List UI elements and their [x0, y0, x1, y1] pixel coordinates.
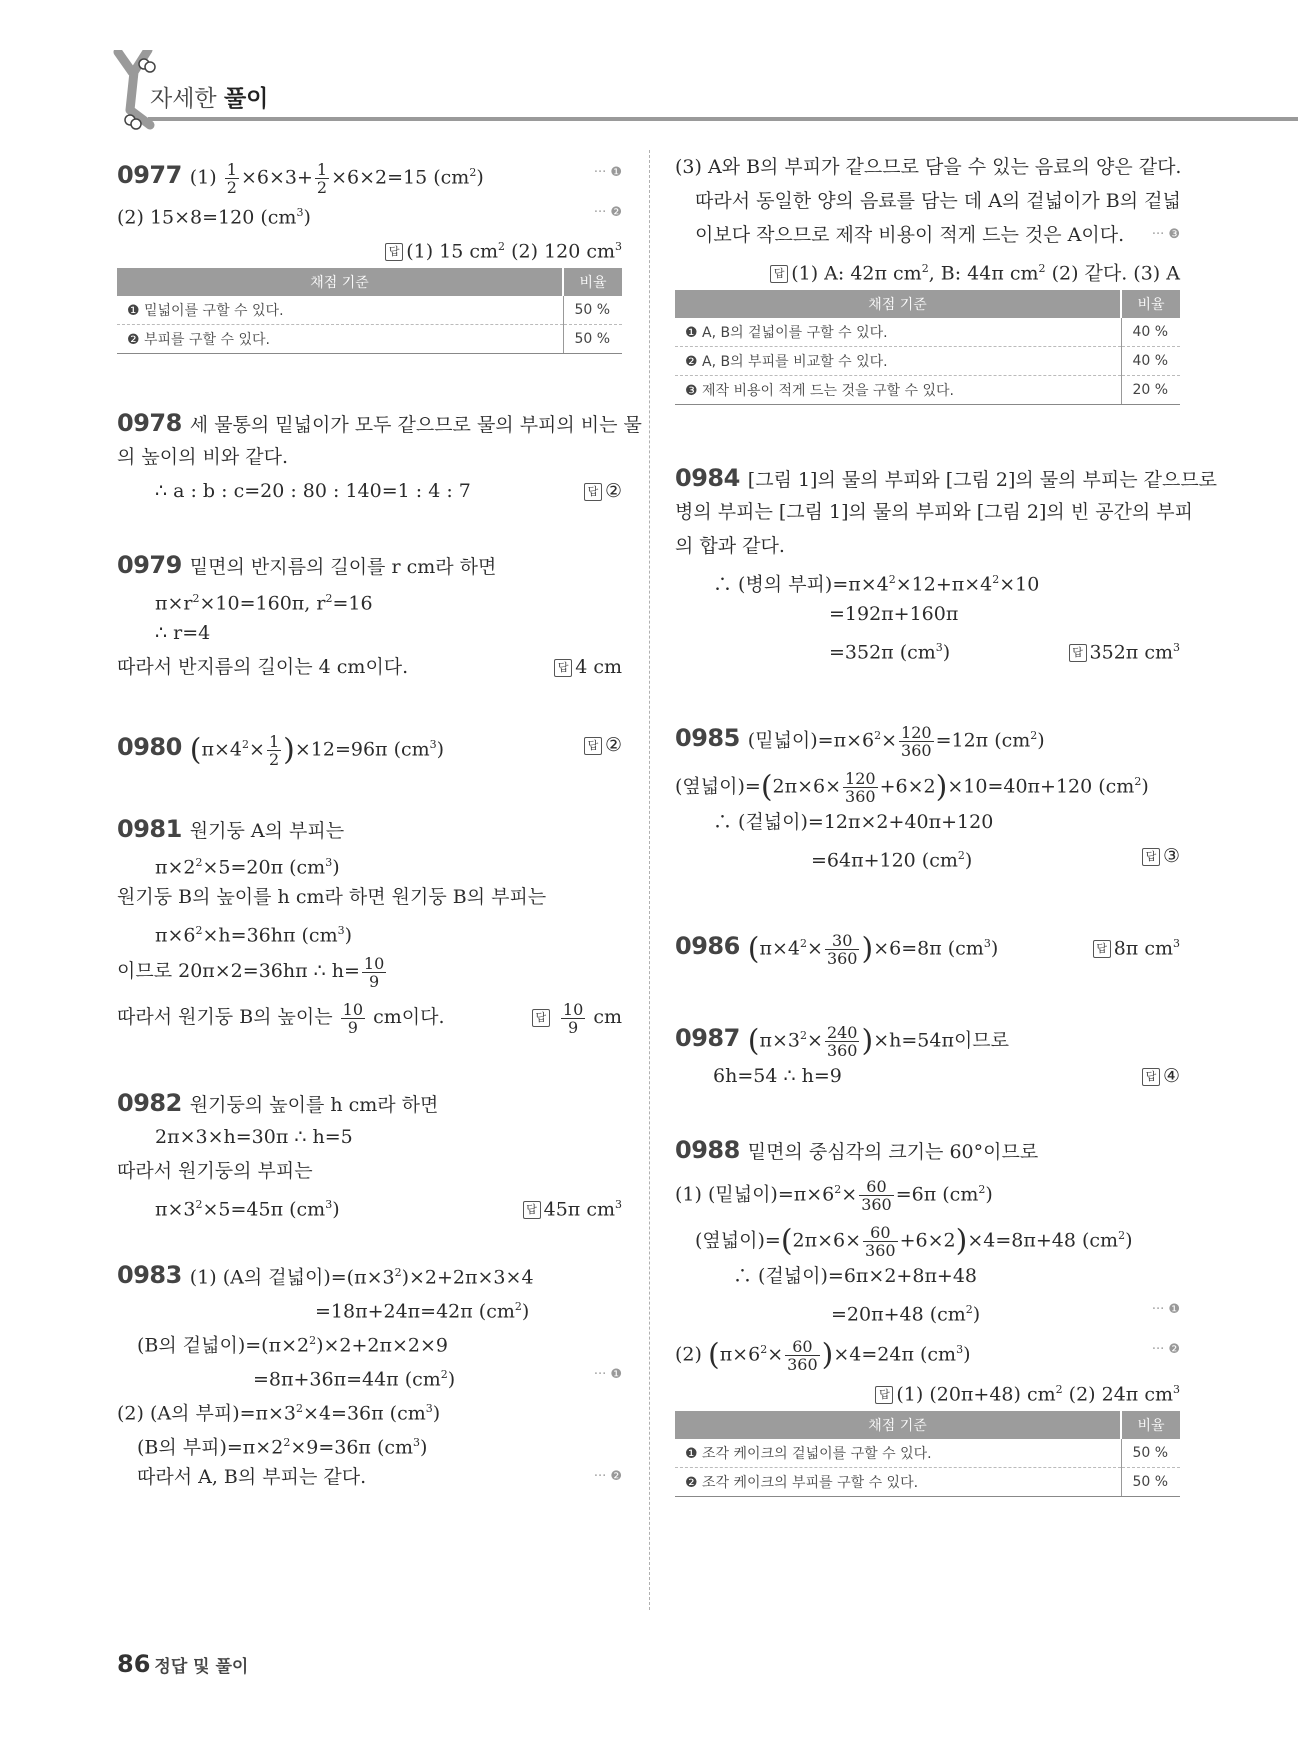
step-marker: ··· ❶	[1151, 1302, 1180, 1317]
problem-number: 0987	[675, 1024, 740, 1053]
problem-number: 0977	[117, 161, 182, 190]
header-rule	[148, 117, 1298, 121]
problem-number: 0978	[117, 409, 182, 437]
problem-0978: 0978 세 물통의 밑넓이가 모두 같으므로 물의 부피의 비는 물 의 높이의 비와 같다. ∴ a : b : c=20 : 80 : 140=1 : 4 : 7 답 ②	[117, 406, 622, 508]
table-row: ❶ 밑넓이를 구할 수 있다. 50 %	[117, 296, 622, 325]
answer-icon: 답	[523, 1201, 541, 1219]
answer-icon: 답	[875, 1386, 893, 1404]
answer: 답 ④	[1142, 1059, 1180, 1093]
problem-number: 0980	[117, 733, 182, 762]
table-row: ❷ 조각 케이크의 부피를 구할 수 있다. 50 %	[675, 1468, 1180, 1497]
left-column	[117, 150, 642, 1494]
problem-number: 0982	[117, 1089, 182, 1117]
table-row: ❶ 조각 케이크의 겉넓이를 구할 수 있다. 50 %	[675, 1439, 1180, 1468]
answer-icon: 답	[584, 483, 602, 501]
problem-number: 0988	[675, 1136, 740, 1164]
problem-0979: 0979 밑면의 반지름의 길이를 r cm라 하면 $\pi\times r^2\times 10=160\pi$, $r^2=16$ ∴ r=4 따라서 반지름의 길이는 4 cm이다. 답 4 cm	[117, 548, 622, 684]
answer-icon: 답	[385, 243, 403, 261]
table-row: ❶ A, B의 겉넓이를 구할 수 있다. 40 %	[675, 318, 1180, 347]
problem-0986: 0986 ($\pi\times 4^2\times$ $\frac{30}{360}$ )×6=8π $(cm^3)$ 답 8π $cm^3$	[675, 921, 1180, 967]
problem-number: 0984	[675, 464, 740, 492]
page-number: 86	[117, 1650, 151, 1678]
problem-0984: 0984 [그림 1]의 물의 부피와 [그림 2]의 물의 부피는 같으므로 병의 부피는 [그림 1]의 물의 부피와 [그림 2]의 빈 공간의 부피 의 합과 같다. ∴ (병의 부피)$=\pi\times 4^2\times 12+\pi\times 4^2\times 10$ =192π+160π =352π $(cm^3)$ 답 352π $cm^3$	[675, 461, 1180, 665]
answer: 답 ②	[584, 474, 622, 508]
step-marker: ··· ❶	[593, 1367, 622, 1382]
answer-icon: 답	[1142, 848, 1160, 866]
problem-0985: 0985 (밑넓이)$=\pi\times 6^2\times$ $\frac{120}{360}$ =12π $(cm^2)$ (옆넓이)=(2π×6× $\frac{120}{360}$ +6×2)×10=40π+120 $(cm^2)$ ∴ (겉넓이)=12π×2+40π+120 =64π+120 $(cm^2)$ 답 ③	[675, 722, 1180, 872]
step-marker: ··· ❷	[1151, 1342, 1180, 1357]
answer-icon: 답	[554, 659, 572, 677]
problem-number: 0986	[675, 932, 740, 961]
page-header	[0, 0, 1298, 140]
grading-table: 채점 기준 비율 ❶ 조각 케이크의 겉넓이를 구할 수 있다. 50 % ❷ 조각 케이크의 부피를 구할 수 있다. 50 %	[675, 1411, 1180, 1497]
answer-icon: 답	[1093, 940, 1111, 958]
problem-0977: 0977 (1) $\frac{1}{2}$ ×6×3+ $\frac{1}{2}$ ×6×2=15 $(cm^2)$ ··· ❶ (2) 15×8=120 $(cm^3)$ ··· ❷ 답 (1) 15 $cm^2$ (2) 120 $cm^3$ 채점 기준 비율 ❶ 밑넓이를 구할 수 있다. 50 % ❷ 부피를 구할 수 있다. 50 %	[117, 150, 622, 354]
problem-0981: 0981 원기둥 A의 부피는 $\pi\times 2^2\times 5=20\pi$ $(cm^3)$ 원기둥 B의 높이를 h cm라 하면 원기둥 B의 부피는 $\pi\times 6^2\times h=36h\pi$ $(cm^3)$ 이므로 20π×2=36hπ ∴ h= $\frac{10}{9}$ 따라서 원기둥 B의 높이는 $\frac{10}{9}$ cm이다. 답 $\frac{10}{9}$ cm	[117, 812, 622, 1040]
answer: 답 $\frac{10}{9}$ cm	[532, 994, 622, 1040]
answer-icon: 답	[1069, 644, 1087, 662]
answer-icon: 답	[584, 737, 602, 755]
problem-0988: 0988 밑면의 중심각의 크기는 60°이므로 (1) (밑넓이)$=\pi\times 6^2\times$ $\frac{60}{360}$ =6π $(cm^2)$ (옆넓이)=(2π×6× $\frac{60}{360}$ +6×2)×4=8π+48 $(cm^2)$ ∴ (겉넓이)=6π×2+8π+48 =20π+48 $(cm^2)$ ··· ❶ (2) ($\pi\times 6^2\times$ $\frac{60}{360}$ )×4=24π $(cm^3)$ ··· ❷ 답 (1) (20π+48) $cm^2$ (2) 24π $cm^3$ 채점 기준 비율 ❶ 조각 케이크의 겉넓이를 구할 수 있다. 50 % ❷ 조각 케이크의 부피를 구할 수 있다. 50 %	[675, 1133, 1180, 1497]
column-divider	[649, 150, 650, 1610]
page-footer	[117, 1650, 248, 1678]
problem-0983-continued: (3) A와 B의 부피가 같으므로 담을 수 있는 음료의 양은 같다. 따라서 동일한 양의 음료를 담는 데 A의 겉넓이가 B의 겉넓 이보다 작으므로 제작 비용이 적게 드는 것은 A이다. ··· ❸ 답 (1) A: 42π $cm^2$, B: 44π $cm^2$ (2) 같다. (3) A 채점 기준 비율 ❶ A, B의 겉넓이를 구할 수 있다. 40 % ❷ A, B의 부피를 비교할 수 있다. 40 % ❸ 제작 비용이 적게 드는 것을 구할 수 있다. 20 %	[675, 150, 1180, 405]
header-title: 자세한 풀이	[150, 86, 269, 112]
right-column	[675, 150, 1218, 1497]
problem-0983: 0983 (1) (A의 겉넓이)$=(\pi\times 3^2)\times 2+2\pi\times 3\times 4$ =18π+24π=42π $(cm^2)$ (B의 겉넓이)$=(\pi\times 2^2)\times 2+2\pi\times 2\times 9$ =8π+36π=44π $(cm^2)$ ··· ❶ (2) (A의 부피)$=\pi\times 3^2\times 4=36\pi$ $(cm^3)$ (B의 부피)$=\pi\times 2^2\times 9=36\pi$ $(cm^3)$ 따라서 A, B의 부피는 같다. ··· ❷	[117, 1256, 622, 1494]
step-marker: ··· ❶	[593, 165, 622, 180]
problem-number: 0983	[117, 1261, 182, 1290]
answer-icon: 답	[770, 265, 788, 283]
answer-icon: 답	[1142, 1068, 1160, 1086]
problem-number: 0985	[675, 724, 740, 753]
table-row: ❷ 부피를 구할 수 있다. 50 %	[117, 325, 622, 354]
problem-number: 0981	[117, 815, 182, 843]
answer-icon: 답	[532, 1009, 550, 1027]
answer: 답 4 cm	[554, 650, 622, 684]
answer: 답 352π $cm^3$	[1069, 631, 1180, 669]
step-marker: ··· ❷	[593, 205, 622, 220]
answer: 답 8π $cm^3$	[1093, 921, 1180, 971]
problem-number: 0979	[117, 551, 182, 579]
problem-0982: 0982 원기둥의 높이를 h cm라 하면 2π×3×h=30π ∴ h=5 따라서 원기둥의 부피는 $\pi\times 3^2\times 5=45\pi$ $(cm^3)$ 답 45π $cm^3$	[117, 1086, 622, 1222]
problem-0980: 0980 ($\pi\times 4^2\times$ $\frac{1}{2}$ )×12=96π $(cm^3)$ 답 ②	[117, 722, 622, 768]
problem-0987: 0987 ($\pi\times 3^2\times$ $\frac{240}{360}$ )×h=54π이므로 6h=54 ∴ h=9 답 ④	[675, 1013, 1180, 1093]
answer: 답 (1) (20π+48) $cm^2$ (2) 24π $cm^3$	[875, 1373, 1180, 1411]
answer: 답 ③	[1142, 839, 1180, 873]
answer: 답 (1) A: 42π $cm^2$, B: 44π $cm^2$ (2) 같다. (3) A	[770, 252, 1180, 290]
answer: 답 45π $cm^3$	[523, 1188, 622, 1226]
table-row: ❷ A, B의 부피를 비교할 수 있다. 40 %	[675, 347, 1180, 376]
answer: 답 ②	[584, 722, 622, 768]
step-marker: ··· ❸	[1151, 227, 1180, 242]
footer-label: 정답 및 풀이	[154, 1657, 249, 1677]
table-row: ❸ 제작 비용이 적게 드는 것을 구할 수 있다. 20 %	[675, 376, 1180, 405]
grading-table: 채점 기준 비율 ❶ A, B의 겉넓이를 구할 수 있다. 40 % ❷ A, B의 부피를 비교할 수 있다. 40 % ❸ 제작 비용이 적게 드는 것을 구할 수 있다. 20 %	[675, 290, 1180, 405]
grading-table: 채점 기준 비율 ❶ 밑넓이를 구할 수 있다. 50 % ❷ 부피를 구할 수 있다. 50 %	[117, 268, 622, 354]
step-marker: ··· ❷	[593, 1469, 622, 1484]
answer: 답 (1) 15 $cm^2$ (2) 120 $cm^3$	[385, 230, 622, 268]
